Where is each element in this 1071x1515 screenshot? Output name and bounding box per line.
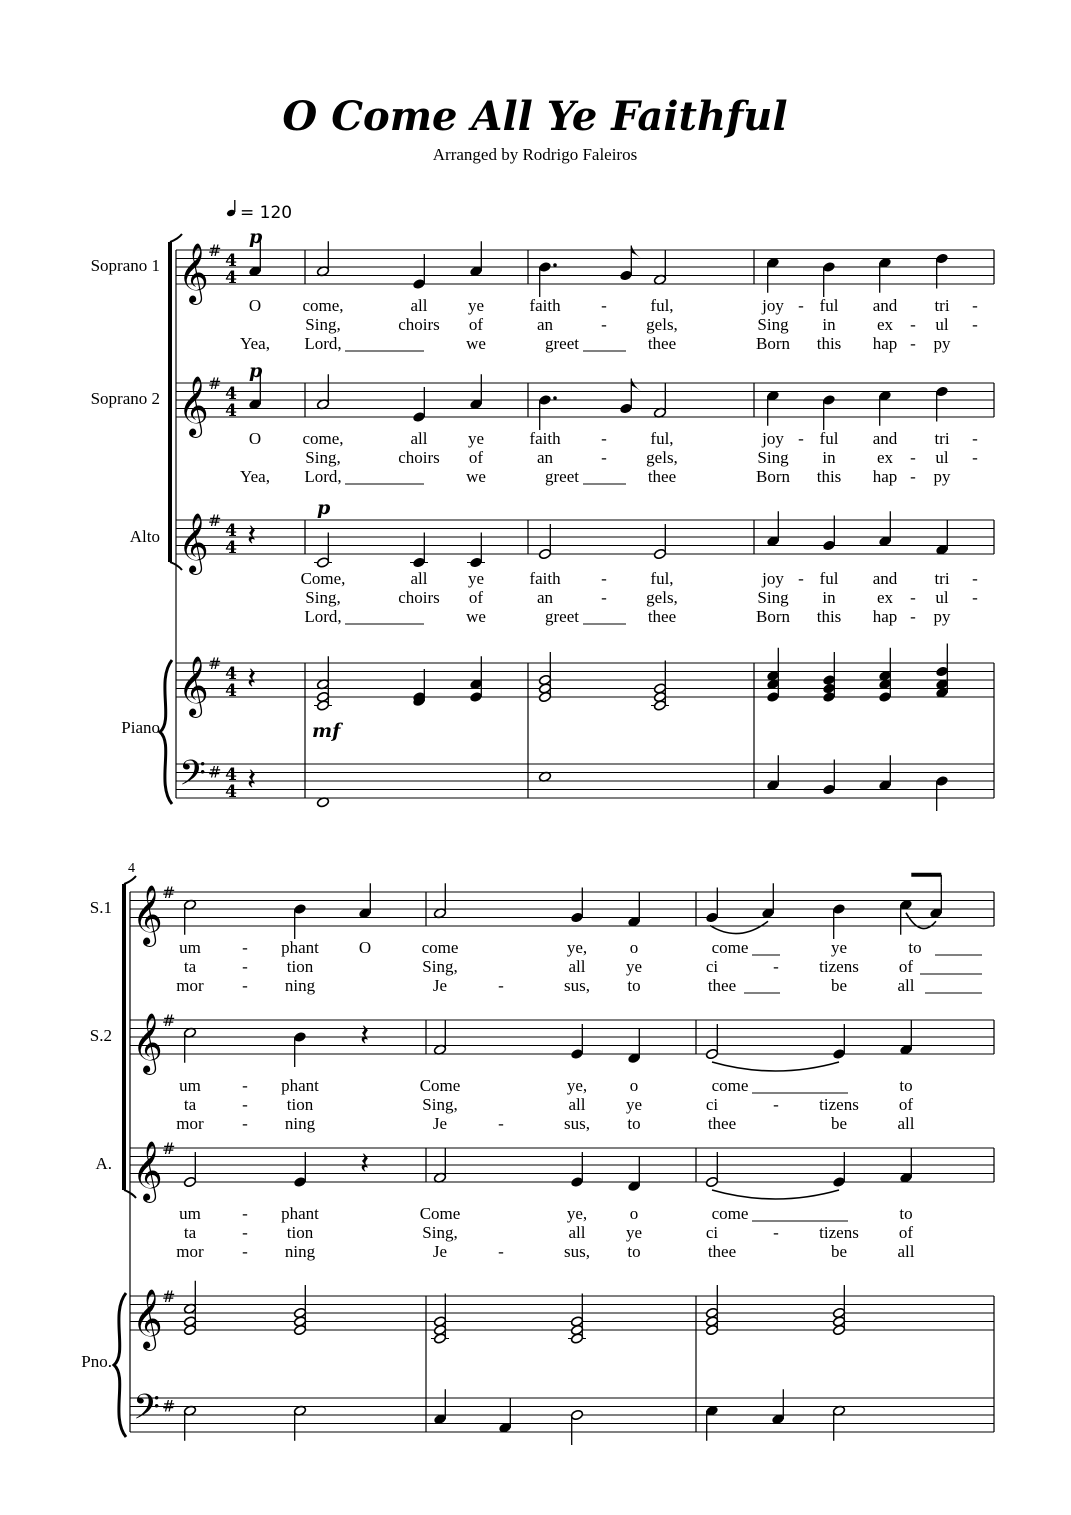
lyric-syllable: thee <box>647 607 677 626</box>
lyric-syllable: ci <box>705 1095 719 1114</box>
lyric-hyphen: - <box>498 1114 504 1133</box>
lyric-syllable: joy <box>762 429 784 448</box>
lyric-syllable: phant <box>281 1076 319 1095</box>
lyric-syllable: ful, <box>650 569 674 588</box>
piano-brace <box>160 660 172 804</box>
lyric-hyphen: - <box>972 296 978 315</box>
lyric-syllable: um <box>179 1204 201 1223</box>
lyric-syllable: to <box>627 1114 641 1133</box>
lyric-hyphen: - <box>972 429 978 448</box>
lyric-syllable: ye <box>625 1095 643 1114</box>
lyric-syllable: ex <box>876 588 894 607</box>
lyric-hyphen: - <box>798 429 804 448</box>
key-signature-sharp-icon: # <box>162 1396 176 1416</box>
lyric-hyphen: - <box>601 569 607 588</box>
lyric-syllable: Sing <box>757 588 789 607</box>
dynamic-s2: p <box>249 360 263 382</box>
lyric-hyphen: - <box>601 296 607 315</box>
lyric-syllable: ta <box>183 1223 197 1242</box>
lyric-hyphen: - <box>910 334 916 353</box>
lyric-syllable: ul <box>935 448 949 467</box>
key-signature-sharp-icon: # <box>208 654 222 673</box>
lyric-syllable: to <box>627 1242 641 1261</box>
lyric-syllable: ci <box>705 957 719 976</box>
lyric-syllable: Sing <box>757 315 789 334</box>
lyric-hyphen: - <box>601 315 607 334</box>
lyric-syllable: Lord, <box>304 607 342 626</box>
lyric-hyphen: - <box>910 315 916 334</box>
lyric-syllable: ning <box>284 976 316 995</box>
time-signature-bottom: 4 <box>225 401 237 421</box>
lyric-syllable: tri <box>934 569 950 588</box>
treble-clef-icon: 𝄞 <box>178 243 209 303</box>
lyric-hyphen: - <box>242 938 248 957</box>
lyric-syllable: ye <box>830 938 848 957</box>
lyric-syllable: in <box>822 315 836 334</box>
lyric-syllable: choirs <box>398 448 440 467</box>
lyric-hyphen: - <box>972 448 978 467</box>
lyric-syllable: ful <box>819 569 839 588</box>
lyric-syllable: of <box>898 957 914 976</box>
lyric-syllable: um <box>179 1076 201 1095</box>
lyric-syllable: this <box>816 334 842 353</box>
lyric-syllable: hap <box>872 334 898 353</box>
key-signature-sharp-icon: # <box>162 1139 176 1158</box>
label-alto-short: A. <box>95 1154 112 1173</box>
lyric-syllable: Sing, <box>422 1095 458 1114</box>
lyric-syllable: ex <box>876 448 894 467</box>
lyric-hyphen: - <box>601 448 607 467</box>
lyric-syllable: Come <box>419 1204 461 1223</box>
key-signature-sharp-icon: # <box>162 1287 176 1306</box>
lyric-syllable: thee <box>707 976 737 995</box>
note-flag <box>631 379 641 392</box>
lyric-syllable: Come, <box>300 569 346 588</box>
lyric-syllable: thee <box>707 1114 737 1133</box>
time-signature-top: 4 <box>225 765 237 785</box>
quarter-rest-icon: 𝄽 <box>247 762 257 798</box>
lyric-syllable: tizens <box>819 957 859 976</box>
lyric-syllable: ye, <box>566 1076 588 1095</box>
lyric-syllable: o <box>629 938 639 957</box>
lyric-hyphen: - <box>601 429 607 448</box>
lyric-hyphen: - <box>972 315 978 334</box>
key-signature-sharp-icon: # <box>208 511 222 530</box>
label-piano-short: Pno. <box>81 1352 112 1371</box>
time-signature-bottom: 4 <box>225 268 237 288</box>
lyric-syllable: hap <box>872 607 898 626</box>
lyric-syllable: ye <box>467 569 485 588</box>
lyric-hyphen: - <box>798 569 804 588</box>
label-soprano-2: Soprano 2 <box>90 389 160 408</box>
lyric-syllable: gels, <box>646 588 678 607</box>
treble-clef-icon: 𝄞 <box>132 885 163 945</box>
lyric-syllable: ful <box>819 296 839 315</box>
lyric-syllable: all <box>410 296 428 315</box>
lyric-syllable: all <box>897 1114 915 1133</box>
quarter-rest-icon: 𝄽 <box>247 661 257 697</box>
lyric-syllable: faith <box>529 569 561 588</box>
lyric-syllable: in <box>822 448 836 467</box>
lyric-syllable: tizens <box>819 1095 859 1114</box>
dot <box>553 263 557 267</box>
lyric-hyphen: - <box>242 1204 248 1223</box>
lyric-syllable: to <box>899 1076 913 1095</box>
lyric-syllable: an <box>536 588 554 607</box>
lyric-hyphen: - <box>910 467 916 486</box>
lyric-hyphen: - <box>242 957 248 976</box>
quarter-rest-icon: 𝄽 <box>360 1146 370 1182</box>
dynamic-piano: mf <box>312 720 341 742</box>
lyric-syllable: come <box>711 1076 749 1095</box>
key-signature-sharp-icon: # <box>162 883 176 902</box>
lyric-syllable: um <box>179 938 201 957</box>
dynamic-alto: p <box>317 497 331 519</box>
lyric-syllable: in <box>822 588 836 607</box>
quarter-rest-icon: 𝄽 <box>247 518 257 554</box>
treble-clef-icon: 𝄞 <box>132 1141 163 1201</box>
bass-clef-icon: 𝄢 <box>179 752 207 802</box>
lyric-syllable: Sing, <box>422 957 458 976</box>
lyric-syllable: Je <box>432 1242 448 1261</box>
lyric-hyphen: - <box>242 1095 248 1114</box>
label-s1-short: S.1 <box>89 898 112 917</box>
lyric-syllable: we <box>466 607 486 626</box>
label-soprano-1: Soprano 1 <box>90 256 160 275</box>
key-signature-sharp-icon: # <box>208 374 222 393</box>
lyric-syllable: be <box>830 1114 848 1133</box>
label-alto: Alto <box>129 527 160 546</box>
lyric-syllable: ye <box>625 957 643 976</box>
choir-bracket-top-sys2 <box>124 876 136 884</box>
lyric-hyphen: - <box>242 1242 248 1261</box>
slur <box>712 1062 839 1071</box>
lyric-syllable: O <box>358 938 372 957</box>
lyric-syllable: of <box>468 588 484 607</box>
lyric-syllable: Sing, <box>305 588 341 607</box>
lyric-syllable: Born <box>756 607 790 626</box>
lyric-hyphen: - <box>773 1223 779 1242</box>
time-signature-top: 4 <box>225 521 237 541</box>
lyric-hyphen: - <box>910 588 916 607</box>
lyric-syllable: an <box>536 315 554 334</box>
lyric-syllable: Yea, <box>240 467 270 486</box>
lyric-syllable: tion <box>286 957 314 976</box>
lyric-syllable: ning <box>284 1114 316 1133</box>
lyric-syllable: mor <box>176 976 204 995</box>
lyric-syllable: ful, <box>650 429 674 448</box>
quarter-rest-icon: 𝄽 <box>360 1018 370 1054</box>
lyric-syllable: and <box>872 429 898 448</box>
lyric-syllable: ci <box>705 1223 719 1242</box>
lyric-syllable: ye <box>467 429 485 448</box>
treble-clef-icon: 𝄞 <box>132 1289 163 1349</box>
time-signature-bottom: 4 <box>225 538 237 558</box>
lyric-syllable: Born <box>756 334 790 353</box>
lyric-hyphen: - <box>242 1223 248 1242</box>
lyric-syllable: Sing, <box>422 1223 458 1242</box>
lyric-syllable: sus, <box>564 1114 590 1133</box>
treble-clef-icon: 𝄞 <box>132 1013 163 1073</box>
time-signature-top: 4 <box>225 664 237 684</box>
lyric-hyphen: - <box>972 569 978 588</box>
lyric-syllable: to <box>899 1204 913 1223</box>
lyric-syllable: joy <box>762 569 784 588</box>
lyric-syllable: to <box>627 976 641 995</box>
lyric-syllable: thee <box>647 334 677 353</box>
slur <box>710 921 768 933</box>
lyric-syllable: Sing, <box>305 315 341 334</box>
lyric-syllable: tion <box>286 1223 314 1242</box>
lyric-syllable: py <box>933 334 951 353</box>
page-title: O Come All Ye Faithful <box>282 93 788 140</box>
dynamic-s1: p <box>249 226 263 248</box>
lyric-hyphen: - <box>498 1242 504 1261</box>
lyric-syllable: phant <box>281 1204 319 1223</box>
lyric-hyphen: - <box>910 607 916 626</box>
lyric-syllable: ful, <box>650 296 674 315</box>
lyric-syllable: ye <box>625 1223 643 1242</box>
lyric-syllable: o <box>629 1076 639 1095</box>
lyric-syllable: come, <box>302 296 344 315</box>
lyric-syllable: of <box>468 448 484 467</box>
note-flag <box>631 246 641 259</box>
time-signature-bottom: 4 <box>225 782 237 802</box>
lyric-syllable: Born <box>756 467 790 486</box>
lyric-syllable: of <box>468 315 484 334</box>
lyric-syllable: we <box>466 467 486 486</box>
lyric-syllable: gels, <box>646 315 678 334</box>
lyric-hyphen: - <box>498 976 504 995</box>
slur <box>712 1190 839 1199</box>
lyric-syllable: of <box>898 1095 914 1114</box>
lyric-syllable: tion <box>286 1095 314 1114</box>
lyric-syllable: ex <box>876 315 894 334</box>
lyric-syllable: Come <box>419 1076 461 1095</box>
lyric-hyphen: - <box>242 1076 248 1095</box>
arranger-credit: Arranged by Rodrigo Faleiros <box>432 145 638 164</box>
dot <box>553 396 557 400</box>
lyric-syllable: ful <box>819 429 839 448</box>
lyric-syllable: phant <box>281 938 319 957</box>
time-signature-bottom: 4 <box>225 681 237 701</box>
lyric-syllable: ye <box>467 296 485 315</box>
bass-clef-icon: 𝄢 <box>133 1386 161 1436</box>
lyric-syllable: py <box>933 607 951 626</box>
lyric-syllable: hap <box>872 467 898 486</box>
lyric-syllable: tizens <box>819 1223 859 1242</box>
lyric-syllable: thee <box>707 1242 737 1261</box>
lyric-syllable: all <box>568 1223 586 1242</box>
lyric-syllable: be <box>830 976 848 995</box>
treble-clef-icon: 𝄞 <box>178 656 209 716</box>
lyric-syllable: gels, <box>646 448 678 467</box>
lyric-syllable: Lord, <box>304 334 342 353</box>
lyric-syllable: greet <box>545 467 579 486</box>
lyric-syllable: this <box>816 467 842 486</box>
lyric-syllable: all <box>568 1095 586 1114</box>
treble-clef-icon: 𝄞 <box>178 376 209 436</box>
lyric-syllable: Yea, <box>240 334 270 353</box>
lyric-syllable: greet <box>545 607 579 626</box>
lyric-syllable: tri <box>934 429 950 448</box>
lyric-syllable: and <box>872 569 898 588</box>
lyric-syllable: be <box>830 1242 848 1261</box>
lyric-syllable: ning <box>284 1242 316 1261</box>
lyric-syllable: ul <box>935 588 949 607</box>
lyric-syllable: faith <box>529 429 561 448</box>
lyric-syllable: O <box>248 296 262 315</box>
lyric-syllable: this <box>816 607 842 626</box>
choir-bracket-top <box>170 234 182 242</box>
lyric-syllable: come <box>711 938 749 957</box>
lyric-hyphen: - <box>773 1095 779 1114</box>
lyric-syllable: mor <box>176 1114 204 1133</box>
lyric-syllable: to <box>908 938 922 957</box>
lyric-syllable: come <box>421 938 459 957</box>
lyric-hyphen: - <box>972 588 978 607</box>
lyric-hyphen: - <box>242 976 248 995</box>
lyric-syllable: all <box>897 976 915 995</box>
time-signature-top: 4 <box>225 384 237 404</box>
piano-brace-sys2 <box>114 1293 126 1437</box>
lyric-hyphen: - <box>773 957 779 976</box>
lyric-syllable: Sing <box>757 448 789 467</box>
key-signature-sharp-icon: # <box>162 1011 176 1030</box>
lyric-syllable: sus, <box>564 976 590 995</box>
lyric-hyphen: - <box>242 1114 248 1133</box>
lyric-hyphen: - <box>910 448 916 467</box>
measure-number: 4 <box>128 861 135 876</box>
lyric-syllable: all <box>410 569 428 588</box>
lyric-syllable: tri <box>934 296 950 315</box>
lyric-syllable: Lord, <box>304 467 342 486</box>
lyric-syllable: choirs <box>398 588 440 607</box>
label-s2-short: S.2 <box>89 1026 112 1045</box>
lyric-syllable: ye, <box>566 1204 588 1223</box>
lyric-syllable: ul <box>935 315 949 334</box>
lyric-syllable: Sing, <box>305 448 341 467</box>
lyric-hyphen: - <box>798 296 804 315</box>
lyric-syllable: and <box>872 296 898 315</box>
lyric-syllable: o <box>629 1204 639 1223</box>
label-piano: Piano <box>121 718 160 737</box>
treble-clef-icon: 𝄞 <box>178 513 209 573</box>
key-signature-sharp-icon: # <box>208 762 222 782</box>
lyric-syllable: Je <box>432 976 448 995</box>
lyric-syllable: thee <box>647 467 677 486</box>
key-signature-sharp-icon: # <box>208 241 222 260</box>
lyric-syllable: faith <box>529 296 561 315</box>
lyric-syllable: all <box>568 957 586 976</box>
lyric-syllable: come <box>711 1204 749 1223</box>
lyric-syllable: all <box>410 429 428 448</box>
lyric-syllable: mor <box>176 1242 204 1261</box>
lyric-syllable: ye, <box>566 938 588 957</box>
lyric-syllable: we <box>466 334 486 353</box>
tempo-marking: = 120 <box>240 203 293 223</box>
lyric-syllable: O <box>248 429 262 448</box>
lyric-syllable: an <box>536 448 554 467</box>
lyric-syllable: py <box>933 467 951 486</box>
lyric-syllable: all <box>897 1242 915 1261</box>
lyric-syllable: come, <box>302 429 344 448</box>
lyric-syllable: greet <box>545 334 579 353</box>
lyric-syllable: Je <box>432 1114 448 1133</box>
lyric-syllable: choirs <box>398 315 440 334</box>
lyric-hyphen: - <box>601 588 607 607</box>
lyric-syllable: ta <box>183 957 197 976</box>
time-signature-top: 4 <box>225 251 237 271</box>
lyric-syllable: ta <box>183 1095 197 1114</box>
lyric-syllable: sus, <box>564 1242 590 1261</box>
lyric-syllable: joy <box>762 296 784 315</box>
lyric-syllable: of <box>898 1223 914 1242</box>
